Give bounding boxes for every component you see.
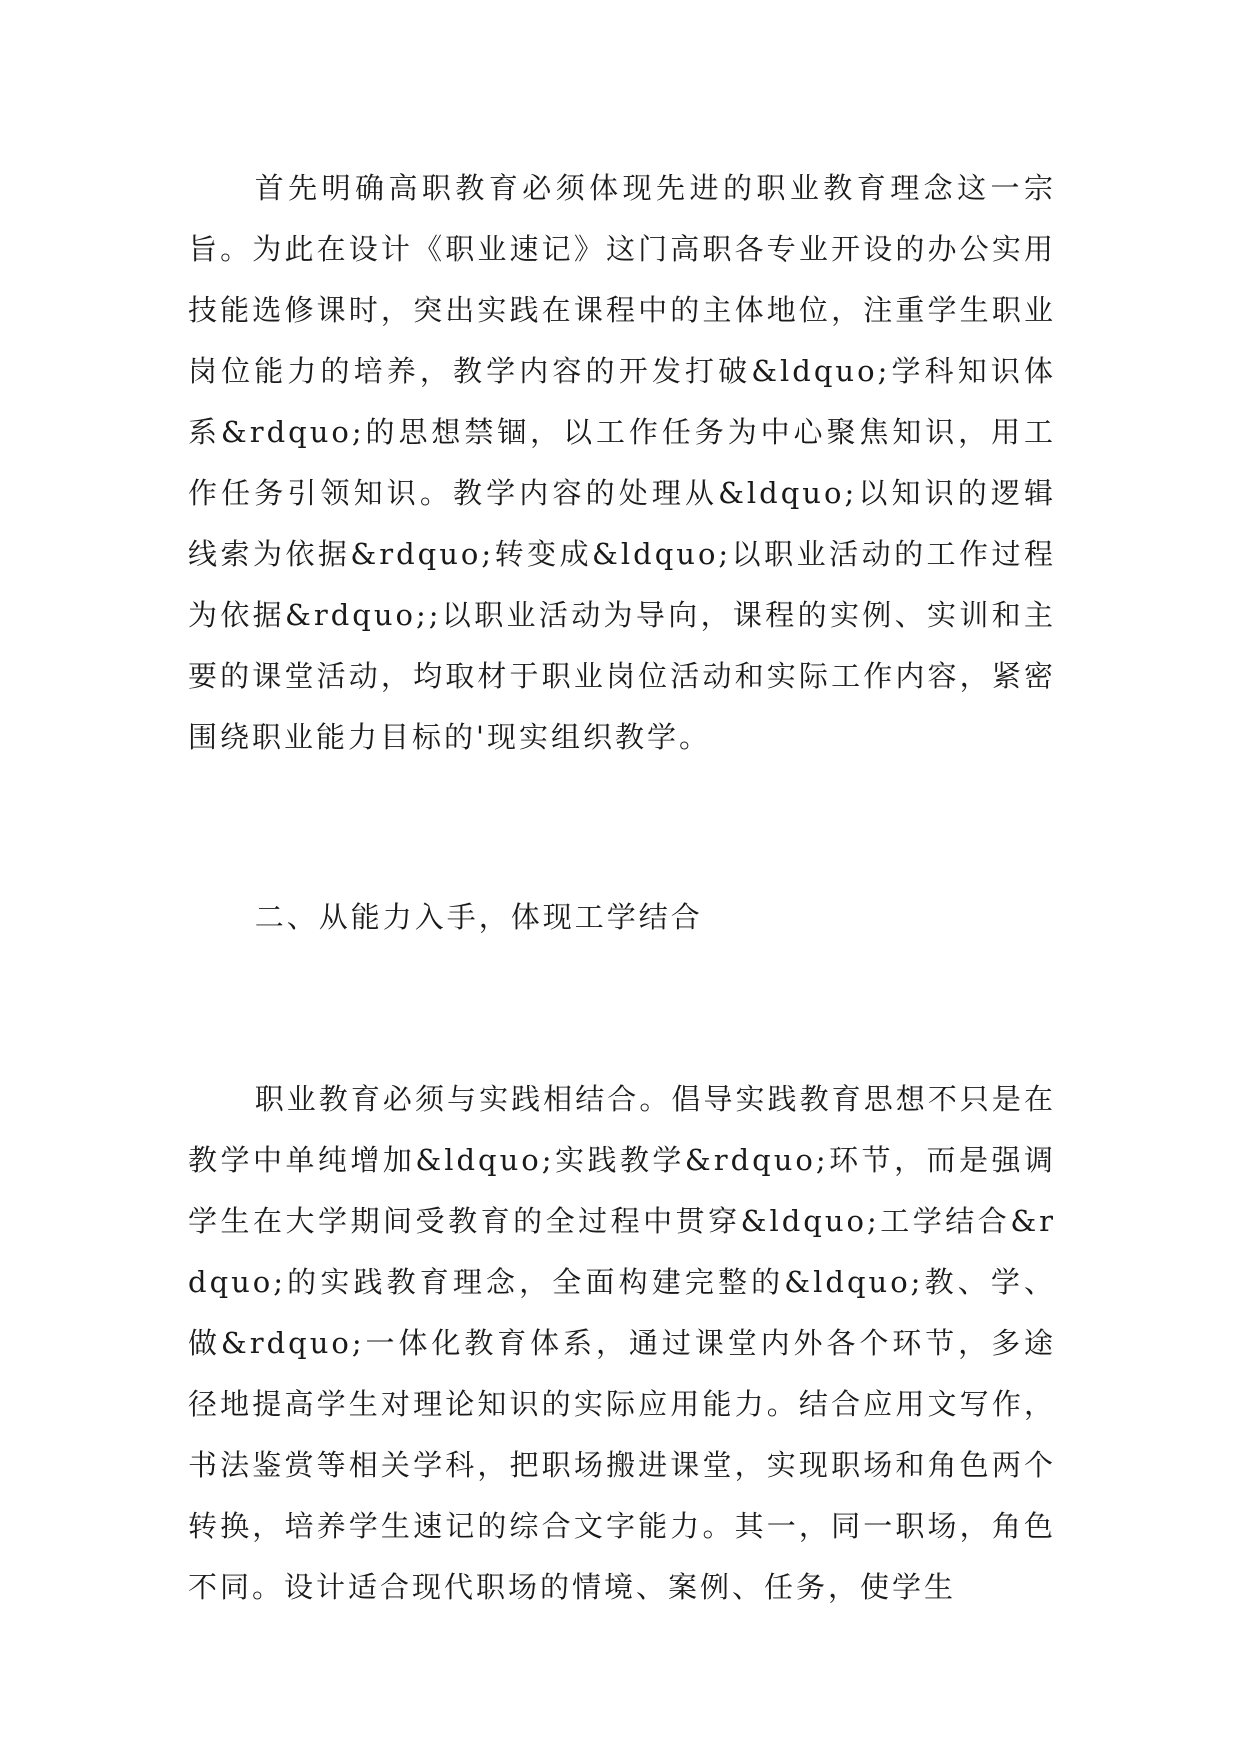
paragraph-2: 职业教育必须与实践相结合。倡导实践教育思想不只是在教学中单纯增加&ldquo;实践教学&rdquo;环节，而是强调学生在大学期间受教育的全过程中贯穿&ldquo;工学结合&rdquo;的实践教育理念，全面构建完整的&ldquo;教、学、做&rdquo;一体化教育体系，通过课堂内外各个环节，多途径地提高学生对理论知识的实际应用能力。结合应用文写作，书法鉴赏等相关学科，把职场搬进课堂，实现职场和角色两个转换，培养学生速记的综合文字能力。其一，同一职场，角色不同。设计适合现代职场的情境、案例、任务，使学生	[188, 1082, 1056, 1604]
paragraph-1: 首先明确高职教育必须体现先进的职业教育理念这一宗旨。为此在设计《职业速记》这门高职各专业开设的办公实用技能选修课时，突出实践在课程中的主体地位，注重学生职业岗位能力的培养，教学内容的开发打破&ldquo;学科知识体系&rdquo;的思想禁锢，以工作任务为中心聚焦知识，用工作任务引领知识。教学内容的处理从&ldquo;以知识的逻辑线索为依据&rdquo;转变成&ldquo;以职业活动的工作过程为依据&rdquo;;以职业活动为导向，课程的实例、实训和主要的课堂活动，均取材于职业岗位活动和实际工作内容，紧密围绕职业能力目标的'现实组织教学。	[188, 171, 1056, 754]
document-body	[188, 158, 1056, 1618]
section-heading: 二、从能力入手，体现工学结合	[254, 900, 703, 934]
